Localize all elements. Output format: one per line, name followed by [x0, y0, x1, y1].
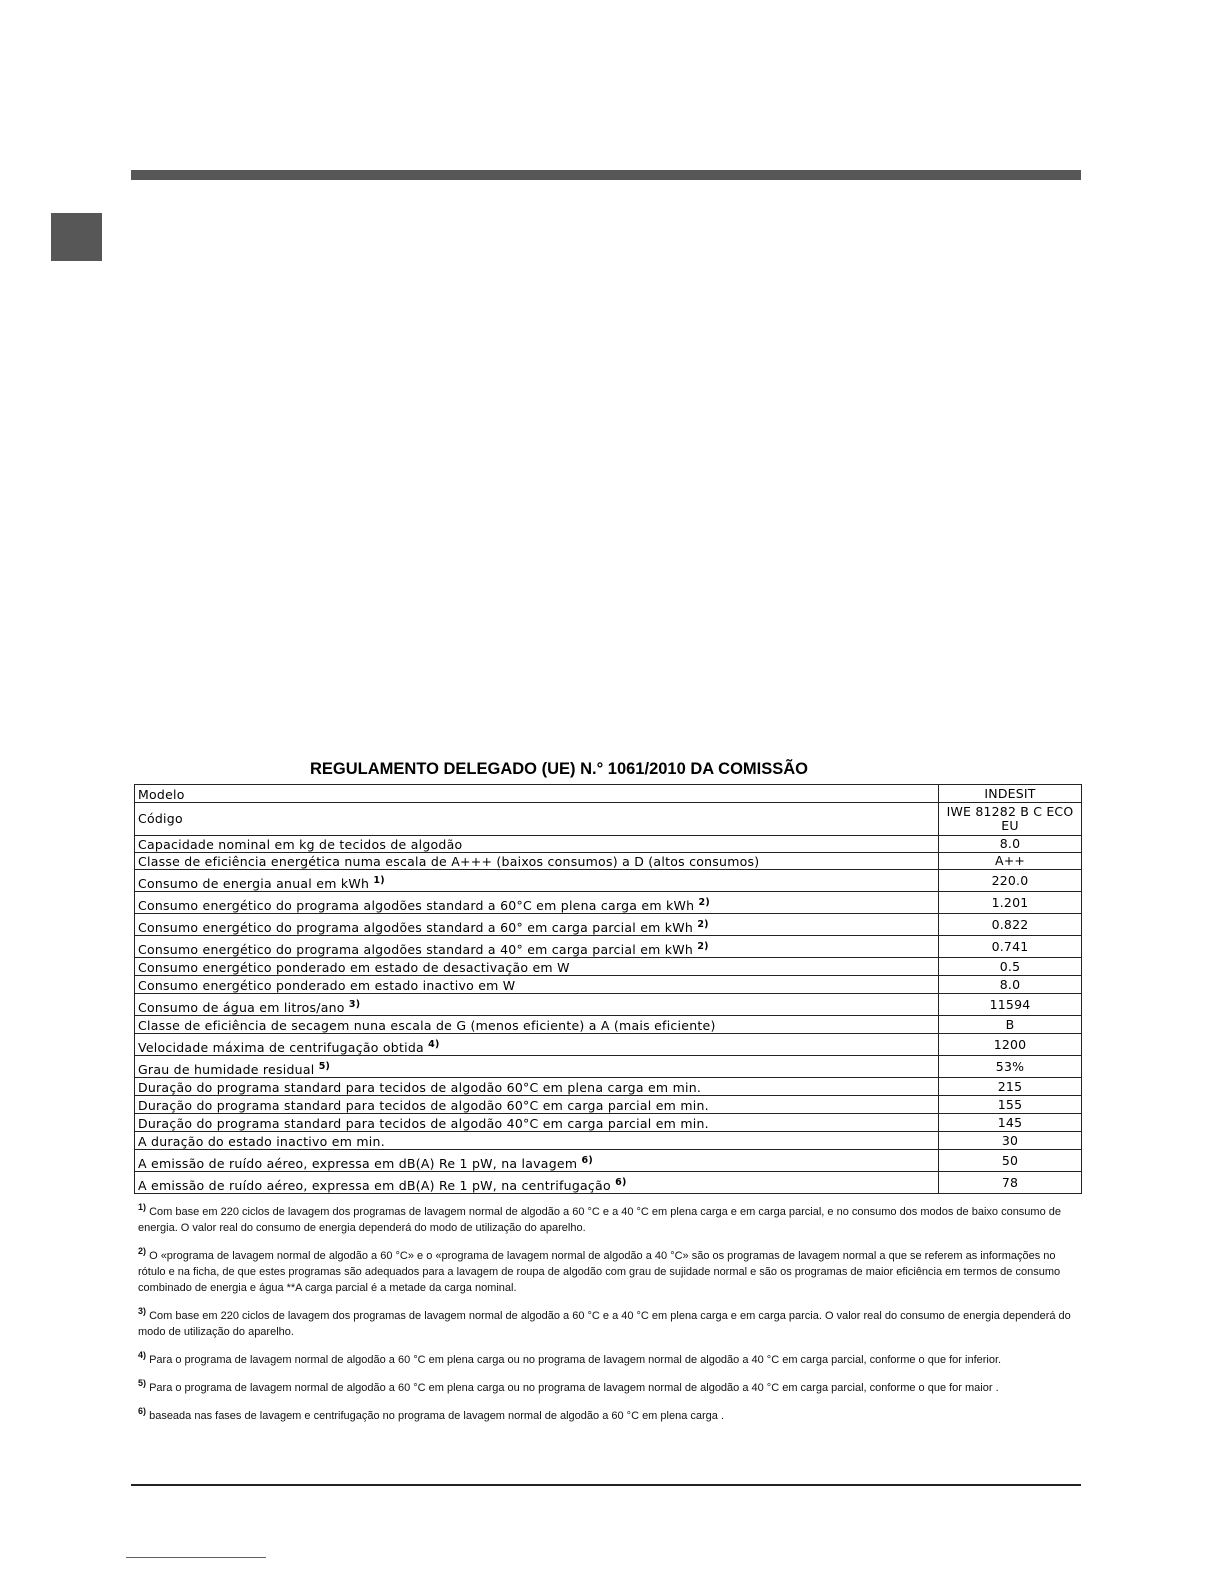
row-value: 11594 — [939, 994, 1082, 1016]
row-label: Capacidade nominal em kg de tecidos de algodão — [135, 836, 939, 853]
footnote-mark: 4) — [138, 1350, 147, 1360]
row-value: 1.201 — [939, 892, 1082, 914]
row-label: Duração do programa standard para tecidos de algodão 60°C em plena carga em min. — [135, 1078, 939, 1096]
footnote-mark: 3) — [138, 1306, 147, 1316]
row-label: Classe de eficiência energética numa escala de A+++ (baixos consumos) a D (altos consumos) — [135, 853, 939, 870]
bottom-rule — [131, 1484, 1081, 1486]
footnote-ref: 2) — [697, 941, 709, 952]
footnote-ref: 2) — [697, 919, 709, 930]
top-rule — [131, 170, 1081, 180]
specification-table — [134, 784, 1082, 1194]
footnotes — [138, 1204, 1073, 1436]
row-label: Consumo energético ponderado em estado inactivo em W — [135, 976, 939, 994]
footnote-text: Para o programa de lavagem normal de algodão a 60 °C em plena carga ou no programa de lavagem normal de algodão a 40 °C em carga parcial, conforme o que for inferior. — [149, 1354, 1002, 1366]
footnote-text: Com base em 220 ciclos de lavagem dos programas de lavagem normal de algodão a 60 °C e a 40 °C em plena carga e em carga parcial, e no consumo dos modos de baixo consumo de energia. O valor real do consumo de energia dependerá do modo de utilização do aparelho. — [138, 1206, 1061, 1234]
row-label: Consumo energético do programa algodões standard a 60°C em plena carga em kWh $^{2)}$ — [135, 892, 939, 914]
table-row — [135, 1132, 1082, 1150]
footnote-mark: 6) — [138, 1406, 147, 1416]
table-row — [135, 1114, 1082, 1132]
table-row — [135, 803, 1082, 836]
table-row — [135, 870, 1082, 892]
row-label: Duração do programa standard para tecidos de algodão 60°C em carga parcial em min. — [135, 1096, 939, 1114]
row-value: 155 — [939, 1096, 1082, 1114]
row-value: INDESIT — [939, 785, 1082, 803]
table-row — [135, 958, 1082, 976]
footnote-ref: 2) — [698, 897, 710, 908]
table-row — [135, 936, 1082, 958]
footnote-mark: 2) — [138, 1246, 147, 1256]
row-value: 50 — [939, 1150, 1082, 1172]
table-row — [135, 892, 1082, 914]
table-row — [135, 1016, 1082, 1034]
footnote-ref: 6) — [615, 1177, 627, 1188]
footnote-mark: 5) — [138, 1378, 147, 1388]
row-value: B — [939, 1016, 1082, 1034]
row-value: 1200 — [939, 1034, 1082, 1056]
footnote-text: Com base em 220 ciclos de lavagem dos programas de lavagem normal de algodão a 60 °C e a 40 °C em plena carga e em carga parcia. O valor real do consumo de energia dependerá do modo de utilização do aparelho. — [138, 1310, 1071, 1338]
row-value: 0.741 — [939, 936, 1082, 958]
footnote-text: baseada nas fases de lavagem e centrifugação no programa de lavagem normal de algodão a 60 °C em plena carga . — [149, 1410, 725, 1422]
row-value: IWE 81282 B C ECO EU — [939, 803, 1082, 836]
row-label: A emissão de ruído aéreo, expressa em dB(A) Re 1 pW, na centrifugação $^{6)}$ — [135, 1172, 939, 1194]
table-row — [135, 836, 1082, 853]
row-label: Modelo — [135, 785, 939, 803]
footnote-ref: 4) — [428, 1039, 440, 1050]
row-label: A emissão de ruído aéreo, expressa em dB(A) Re 1 pW, na lavagem $^{6)}$ — [135, 1150, 939, 1172]
row-value: 8.0 — [939, 836, 1082, 853]
row-value: 0.5 — [939, 958, 1082, 976]
footnote-text: Para o programa de lavagem normal de algodão a 60 °C em plena carga ou no programa de lavagem normal de algodão a 40 °C em carga parcial, conforme o que for maior . — [149, 1382, 999, 1394]
row-value: 145 — [939, 1114, 1082, 1132]
table-row — [135, 1034, 1082, 1056]
footnote-1 — [138, 1204, 1073, 1236]
footnote-4 — [138, 1352, 1073, 1368]
row-label: Grau de humidade residual $^{5)}$ — [135, 1056, 939, 1078]
table-row — [135, 785, 1082, 803]
footnote-5 — [138, 1380, 1073, 1396]
document-title: REGULAMENTO DELEGADO (UE) N.° 1061/2010 DA COMISSÃO — [309, 760, 809, 778]
footnote-ref: 6) — [581, 1155, 593, 1166]
row-label: Consumo energético ponderado em estado de desactivação em W — [135, 958, 939, 976]
footnote-3 — [138, 1308, 1073, 1340]
table-row — [135, 1172, 1082, 1194]
row-label: Código — [135, 803, 939, 836]
row-value: 0.822 — [939, 914, 1082, 936]
row-value: 30 — [939, 1132, 1082, 1150]
footnote-text: O «programa de lavagem normal de algodão a 60 °C» e o «programa de lavagem normal de algodão a 40 °C» são os programas de lavagem normal a que se referem as informações no rótulo e na ficha, de que estes programas são adequados para a lavagem de roupa de algodão com grau de sujidade normal e são os programas de maior eficiência em termos de consumo combinado de energia e água **A carga parcial é a metade da carga nominal. — [138, 1250, 1061, 1294]
table-row — [135, 994, 1082, 1016]
footnote-ref: 1) — [373, 875, 385, 886]
row-label: Consumo energético do programa algodões standard a 40° em carga parcial em kWh $^{2)}$ — [135, 936, 939, 958]
row-label: Consumo de água em litros/ano $^{3)}$ — [135, 994, 939, 1016]
row-value: 8.0 — [939, 976, 1082, 994]
section-tab-marker — [51, 213, 102, 261]
table-row — [135, 1150, 1082, 1172]
row-label: Duração do programa standard para tecidos de algodão 40°C em carga parcial em min. — [135, 1114, 939, 1132]
table-row — [135, 976, 1082, 994]
row-label: Consumo de energia anual em kWh $^{1)}$ — [135, 870, 939, 892]
row-value: 78 — [939, 1172, 1082, 1194]
row-label: Velocidade máxima de centrifugação obtida $^{4)}$ — [135, 1034, 939, 1056]
table-row — [135, 853, 1082, 870]
row-value: 220.0 — [939, 870, 1082, 892]
footnote-6 — [138, 1408, 1073, 1424]
row-value: 53% — [939, 1056, 1082, 1078]
row-label: Classe de eficiência de secagem nuna escala de G (menos eficiente) a A (mais eficiente) — [135, 1016, 939, 1034]
table-row — [135, 1096, 1082, 1114]
row-value: 215 — [939, 1078, 1082, 1096]
page-link-underline[interactable] — [126, 1557, 266, 1558]
footnote-mark: 1) — [138, 1202, 147, 1212]
table-row — [135, 1078, 1082, 1096]
footnote-ref: 3) — [348, 999, 361, 1010]
row-value: A++ — [939, 853, 1082, 870]
table-row — [135, 1056, 1082, 1078]
footnote-2 — [138, 1248, 1073, 1296]
table-row — [135, 914, 1082, 936]
row-label: A duração do estado inactivo em min. — [135, 1132, 939, 1150]
row-label: Consumo energético do programa algodões standard a 60° em carga parcial em kWh $^{2)}$ — [135, 914, 939, 936]
footnote-ref: 5) — [318, 1061, 331, 1072]
